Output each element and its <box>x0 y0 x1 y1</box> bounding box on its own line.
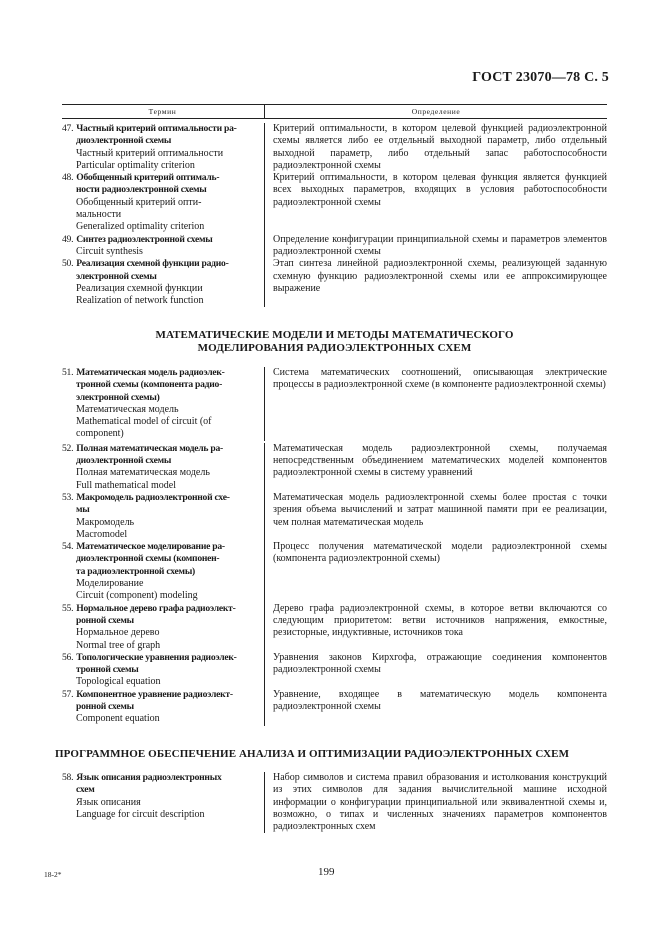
term-synonym: Full mathematical model <box>76 479 176 491</box>
term-title-line <box>62 123 258 135</box>
term-title-line <box>62 455 258 467</box>
term-synonym: мальности <box>76 209 122 221</box>
term-title-line <box>62 234 258 246</box>
term-title-text: электронной схемы) <box>76 391 160 403</box>
term-title-line <box>62 772 258 784</box>
term-title-line <box>62 664 258 676</box>
term-cell <box>62 258 264 307</box>
term-title-text: ронной схемы <box>76 614 134 626</box>
term-title-line <box>62 566 258 578</box>
term-synonym: Component equation <box>76 713 160 725</box>
term-synonym: Normal tree of graph <box>76 639 161 651</box>
terms-section-1 <box>62 123 607 307</box>
term-title-text: тронной схемы <box>76 664 139 676</box>
term-title-line <box>62 603 258 615</box>
term-entry <box>62 443 607 492</box>
term-cell <box>62 123 264 172</box>
term-title-line <box>62 379 258 391</box>
definition-cell: Критерий оптимальности, в котором целевой функцией радиоэлектронной схемы является либо ее отдельный выходной параметр, либо отдельный выходной параметр, либо отдельный запас работоспособности радиоэлектронной схемы <box>264 123 607 172</box>
term-number: 53. <box>62 491 74 503</box>
term-synonym: Макромодель <box>76 516 135 528</box>
term-title-line <box>62 271 258 283</box>
definition-cell: Дерево графа радиоэлектронной схемы, в которое ветви включаются со следующим приоритетом: ветви источников напряжения, емкостные, резисторные, индуктивные, источников тока <box>264 603 607 652</box>
section-heading-models <box>62 329 607 355</box>
term-cell <box>62 367 264 441</box>
term-title-line <box>62 553 258 565</box>
term-title-text: та радиоэлектронной схемы) <box>76 565 196 577</box>
term-entry <box>62 367 607 441</box>
term-synonym: Обобщенный критерий опти- <box>76 196 202 208</box>
term-cell <box>62 443 264 492</box>
term-title-text: Математическое моделирование ра- <box>76 541 225 553</box>
term-title-text: Компонентное уравнение радиоэлект- <box>76 688 233 700</box>
term-column-header: Термин <box>148 107 177 116</box>
term-cell <box>62 689 264 726</box>
term-entry <box>62 492 607 541</box>
term-number: 47. <box>62 123 74 134</box>
term-cell <box>62 603 264 652</box>
term-title-line <box>62 784 258 796</box>
term-synonym: Particular optimality criterion <box>76 159 195 171</box>
term-number: 58. <box>62 772 74 783</box>
definition-cell: Система математических соотношений, описывающая электрические процессы в радиоэлектронной схеме (в компоненте радиоэлектронной схемы) <box>264 367 607 441</box>
term-synonym: Полная математическая модель <box>76 467 210 479</box>
term-number: 54. <box>62 541 74 553</box>
term-number: 55. <box>62 602 74 614</box>
term-synonym: Circuit (component) modeling <box>76 590 198 602</box>
term-title-text: Макромодель радиоэлектронной схе- <box>76 491 230 503</box>
term-cell <box>62 172 264 233</box>
term-title-line <box>62 367 258 379</box>
definition-column-header: Определение <box>264 105 607 118</box>
term-title-line <box>62 504 258 516</box>
terms-section-2 <box>62 367 607 726</box>
definition-cell: Определение конфигурации принципиальной схемы и параметров элементов радиоэлектронной схемы <box>264 234 607 259</box>
term-synonym: Моделирование <box>76 578 144 590</box>
term-title-text: схем <box>76 784 95 796</box>
term-number: 56. <box>62 651 74 663</box>
term-entry <box>62 652 607 689</box>
term-synonym: Topological equation <box>76 676 161 688</box>
term-title-line <box>62 392 258 404</box>
term-entry <box>62 603 607 652</box>
term-title-text: мы <box>76 504 90 516</box>
term-title-line <box>62 443 258 455</box>
page-number: 199 <box>318 866 335 878</box>
term-title-text: Реализация схемной функции радио- <box>76 258 229 270</box>
term-synonym: Язык описания <box>76 796 141 808</box>
term-title-text: тронной схемы (компонента радио- <box>76 379 223 391</box>
term-title-text: Обобщенный критерий оптималь- <box>76 172 220 184</box>
term-title-text: Математическая модель радиоэлек- <box>76 367 225 378</box>
term-cell <box>62 772 264 833</box>
term-entry <box>62 123 607 172</box>
term-entry <box>62 234 607 259</box>
section-heading-line: МАТЕМАТИЧЕСКИЕ МОДЕЛИ И МЕТОДЫ МАТЕМАТИЧЕСКОГО <box>155 329 514 341</box>
term-entry <box>62 541 607 602</box>
term-title-text: Топологические уравнения радиоэлек- <box>76 651 237 663</box>
term-synonym: Macromodel <box>76 528 128 540</box>
term-title-text: диоэлектронной схемы <box>76 135 172 147</box>
term-title-text: ронной схемы <box>76 701 134 713</box>
term-synonym: Circuit synthesis <box>76 245 143 257</box>
term-synonym: component) <box>76 428 124 440</box>
term-title-line <box>62 172 258 184</box>
term-number: 52. <box>62 442 74 454</box>
term-synonym: Математическая модель <box>76 403 179 415</box>
term-title-text: диоэлектронной схемы <box>76 455 172 467</box>
definition-cell: Математическая модель радиоэлектронной схемы более простая с точки зрения объема вычислений и затрат машинной памяти при ее реализации, чем полная математическая модель <box>264 492 607 541</box>
term-title-text: диоэлектронной схемы (компонен- <box>76 553 220 565</box>
term-synonym: Частный критерий оптимальности <box>76 147 224 159</box>
term-title-text: ности радиоэлектронной схемы <box>76 184 207 196</box>
term-synonym: Generalized optimality criterion <box>76 221 205 233</box>
section-heading-software: ПРОГРАММНОЕ ОБЕСПЕЧЕНИЕ АНАЛИЗА И ОПТИМИЗАЦИИ РАДИОЭЛЕКТРОННЫХ СХЕМ <box>55 748 570 760</box>
term-title-line <box>62 541 258 553</box>
term-title-text: Нормальное дерево графа радиоэлект- <box>76 602 236 614</box>
definition-cell: Этап синтеза линейной радиоэлектронной схемы, реализующей заданную схемную функцию радиоэлектронной схемы или ее аппроксимирующее выражение <box>264 258 607 307</box>
term-synonym: Mathematical model of circuit (of <box>76 416 212 428</box>
term-cell <box>62 652 264 689</box>
term-title-text: Полная математическая модель ра- <box>76 442 223 454</box>
term-number: 48. <box>62 172 74 184</box>
term-number: 57. <box>62 688 74 700</box>
term-entry <box>62 172 607 233</box>
definition-cell: Критерий оптимальности, в котором целевая функция является функцией всех выходных параметров, входящих в условия работоспособности радиоэлектронной схемы <box>264 172 607 233</box>
sheet-mark: 18-2* <box>44 870 62 879</box>
section-heading-line: МОДЕЛИРОВАНИЯ РАДИОЭЛЕКТРОННЫХ СХЕМ <box>197 342 472 354</box>
term-entry <box>62 772 607 833</box>
term-number: 51. <box>62 367 74 378</box>
term-synonym: Реализация схемной функции <box>76 282 203 294</box>
term-number: 49. <box>62 233 74 245</box>
table-header <box>62 104 607 119</box>
term-title-line <box>62 258 258 270</box>
term-synonym: Realization of network function <box>76 295 204 307</box>
term-title-text: электронной схемы <box>76 270 157 282</box>
term-synonym: Language for circuit description <box>76 808 205 820</box>
definition-cell: Процесс получения математической модели радиоэлектронной схемы (компонента радиоэлектронной схемы) <box>264 541 607 602</box>
term-number: 50. <box>62 258 74 270</box>
term-entry <box>62 258 607 307</box>
term-title-text: Частный критерий оптимальности ра- <box>76 123 237 134</box>
definition-cell: Уравнения законов Кирхгофа, отражающие соединения компонентов радиоэлектронной схемы <box>264 652 607 689</box>
term-title-text: Синтез радиоэлектронной схемы <box>76 233 213 245</box>
term-title-line <box>62 615 258 627</box>
term-title-line <box>62 492 258 504</box>
term-cell <box>62 541 264 602</box>
term-title-line <box>62 184 258 196</box>
term-title-line <box>62 701 258 713</box>
term-cell <box>62 234 264 259</box>
term-title-line <box>62 135 258 147</box>
terms-section-3 <box>62 772 607 833</box>
definition-cell: Математическая модель радиоэлектронной схемы, получаемая непосредственным объединением математических моделей компонентов радиоэлектронной схемы в систему уравнений <box>264 443 607 492</box>
page-header: ГОСТ 23070—78 С. 5 <box>472 70 609 85</box>
term-title-line <box>62 652 258 664</box>
term-synonym: Нормальное дерево <box>76 627 160 639</box>
definition-cell: Набор символов и система правил образования и истолкования конструкций из этих символов для задания вычислительной машине исходной информации о конфигурации принципиальной или эквивалентной схемы и, возможно, о типах и численных значениях параметров компонентов радиоэлектронных схем <box>264 772 607 833</box>
term-cell <box>62 492 264 541</box>
term-entry <box>62 689 607 726</box>
definition-cell: Уравнение, входящее в математическую модель компонента радиоэлектронной схемы <box>264 689 607 726</box>
term-title-line <box>62 689 258 701</box>
term-title-text: Язык описания радиоэлектронных <box>76 772 222 783</box>
